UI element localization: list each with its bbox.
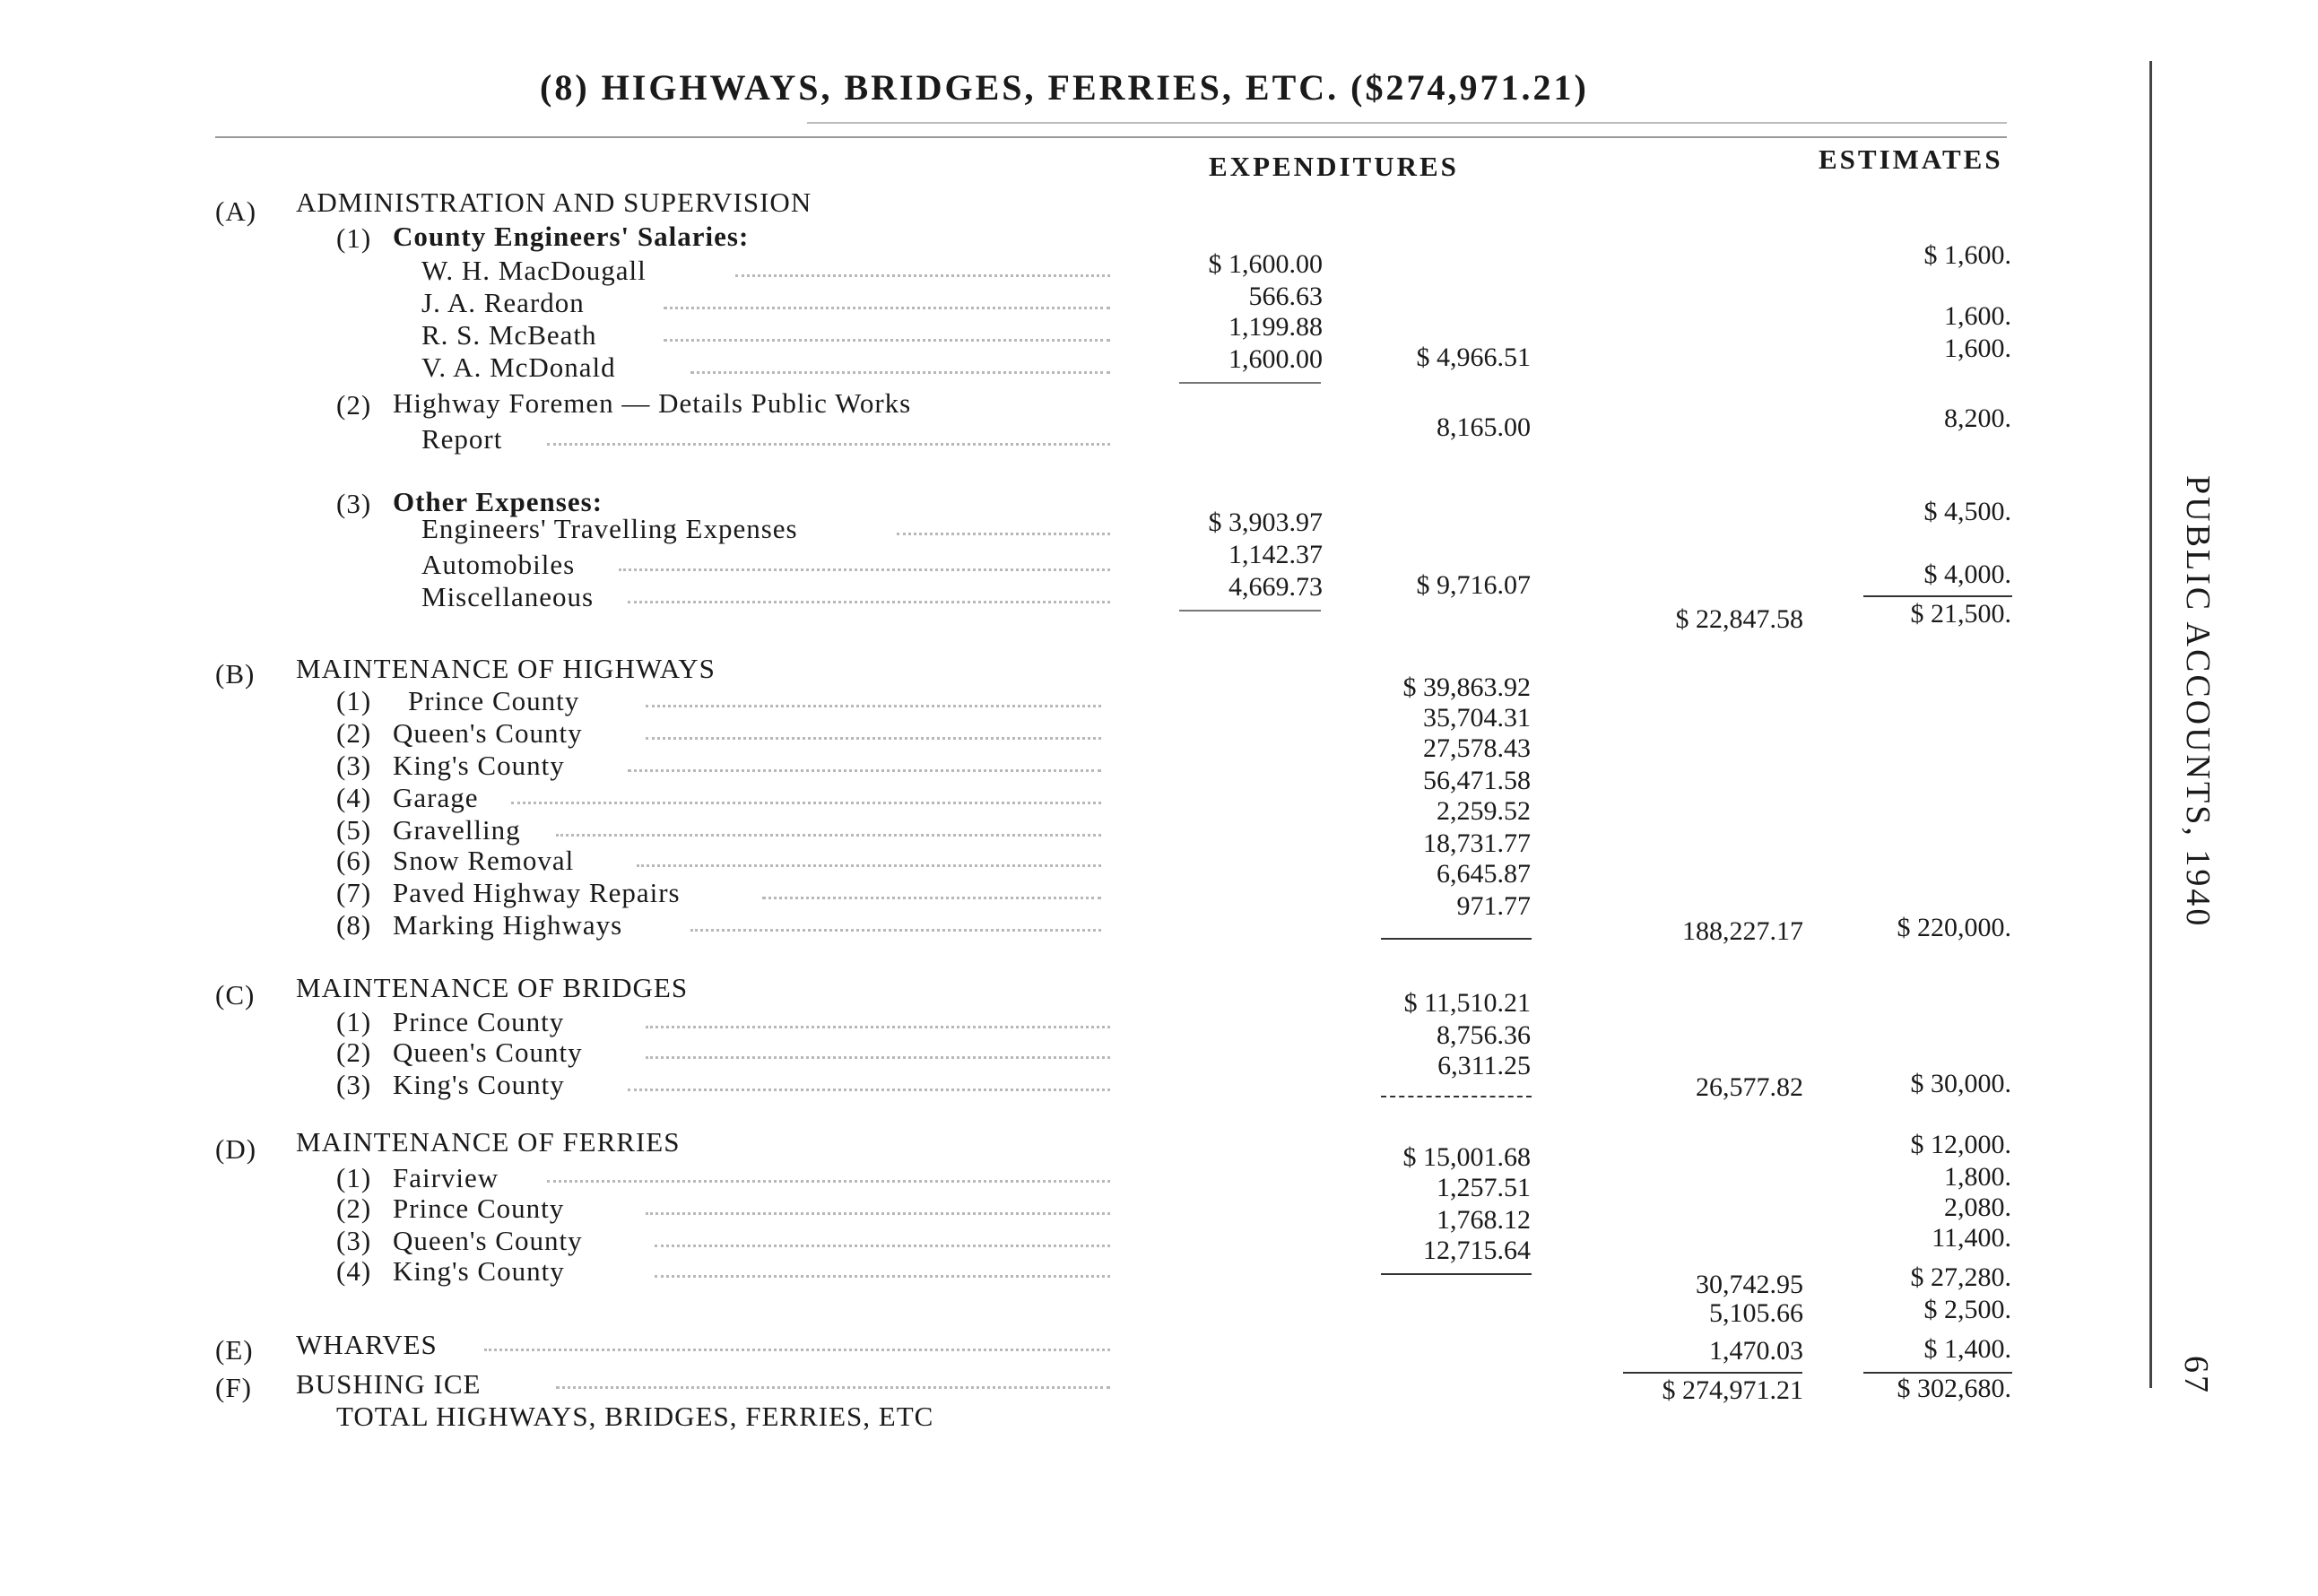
b-item-label: (7) (336, 877, 372, 908)
b-item-amount: 6,645.87 (1437, 859, 1531, 889)
d-item-label: (4) (336, 1255, 372, 1287)
header-rule (215, 136, 2007, 138)
section-b-letter: (B) (215, 658, 256, 690)
expenditures-header: EXPENDITURES (1209, 151, 1459, 182)
section-c-title: MAINTENANCE OF BRIDGES (296, 972, 689, 1003)
header-rule-2 (807, 122, 2007, 124)
section-e-title: WHARVES (296, 1329, 438, 1360)
section-d-estimate: $ 27,280. (1910, 1262, 2011, 1292)
section-a-letter: (A) (215, 195, 257, 227)
a3-item-amount: 4,669.73 (1228, 572, 1323, 602)
leader-dots (655, 1275, 1110, 1278)
leader-dots (690, 371, 1110, 374)
b-item-label: (4) (336, 782, 372, 813)
estimates-header: ESTIMATES (1819, 143, 2003, 175)
a2-title-cont: Report (421, 423, 503, 455)
section-f-letter: (F) (215, 1372, 252, 1403)
d-item-estimate: 11,400. (1932, 1223, 2011, 1253)
leader-dots (646, 1212, 1110, 1215)
a1-label: (1) (336, 222, 372, 254)
leader-dots (655, 1245, 1110, 1247)
leader-dots (690, 929, 1101, 932)
a3-item-name: Engineers' Travelling Expenses (421, 513, 798, 544)
c-item-amount: $ 11,510.21 (1403, 988, 1531, 1018)
a3-title: Other Expenses: (393, 486, 603, 517)
leader-dots (646, 1056, 1110, 1059)
c-item-label: (1) (336, 1006, 372, 1037)
d-item-name: King's County (393, 1255, 565, 1287)
a1-item-amount: 566.63 (1248, 282, 1323, 311)
section-a-total: $ 22,847.58 (1675, 604, 1803, 634)
b-item-label: (5) (336, 814, 372, 846)
section-f-total: 1,470.03 (1709, 1336, 1803, 1366)
a1-item-name: J. A. Reardon (421, 287, 585, 318)
leader-dots (628, 601, 1110, 603)
section-e-letter: (E) (215, 1334, 254, 1366)
b-item-label: (2) (336, 717, 372, 749)
estimate-rule (1863, 595, 2012, 597)
d-item-estimate: $ 12,000. (1910, 1130, 2011, 1159)
leader-dots (547, 443, 1110, 446)
c-item-amount: 6,311.25 (1437, 1051, 1531, 1080)
b-item-name: Queen's County (393, 717, 583, 749)
leader-dots (646, 1026, 1110, 1028)
leader-dots (484, 1349, 1110, 1351)
a1-title: County Engineers' Salaries: (393, 221, 750, 252)
section-f-estimate: $ 1,400. (1923, 1334, 2011, 1364)
b-item-name: Prince County (408, 685, 580, 716)
section-e-estimate: $ 2,500. (1923, 1295, 2011, 1324)
section-c-estimate: $ 30,000. (1910, 1069, 2011, 1098)
subtotal-rule (1179, 610, 1321, 612)
a3-label: (3) (336, 488, 372, 519)
b-item-amount: 971.77 (1456, 891, 1531, 921)
a3-item-amount: 1,142.37 (1228, 540, 1323, 569)
leader-dots (762, 897, 1101, 899)
c-item-label: (3) (336, 1069, 372, 1100)
page-edge-line (2149, 61, 2152, 1388)
section-b-estimate: $ 220,000. (1897, 913, 2011, 942)
c-item-name: Queen's County (393, 1037, 583, 1068)
b-item-label: (3) (336, 750, 372, 781)
c-item-amount: 8,756.36 (1437, 1020, 1531, 1050)
grand-total-amount: $ 274,971.21 (1662, 1375, 1803, 1405)
b-item-name: Marking Highways (393, 909, 623, 941)
leader-dots (628, 1089, 1110, 1091)
b-item-name: Snow Removal (393, 845, 575, 876)
c-item-name: King's County (393, 1069, 565, 1100)
c-item-name: Prince County (393, 1006, 565, 1037)
page-number: 67 (2177, 1356, 2215, 1395)
side-running-title: PUBLIC ACCOUNTS, 1940 (2179, 475, 2217, 929)
d-item-amount: 12,715.64 (1423, 1236, 1531, 1265)
d-item-name: Fairview (393, 1162, 499, 1193)
b-item-name: King's County (393, 750, 565, 781)
leader-dots (547, 1180, 1110, 1183)
a1-item-amount: $ 1,600.00 (1208, 249, 1323, 279)
section-a-title: ADMINISTRATION AND SUPERVISION (296, 186, 812, 218)
leader-dots (556, 834, 1101, 837)
grand-total-label: TOTAL HIGHWAYS, BRIDGES, FERRIES, ETC (336, 1401, 934, 1432)
total-rule (1623, 1372, 1802, 1374)
b-item-amount: 27,578.43 (1423, 733, 1531, 763)
b-item-name: Garage (393, 782, 479, 813)
b-item-amount: $ 39,863.92 (1402, 672, 1531, 702)
a3-item-name: Miscellaneous (421, 581, 595, 612)
a1-item-estimate: 1,600. (1944, 301, 2011, 331)
section-b-total: 188,227.17 (1682, 916, 1803, 946)
c-item-label: (2) (336, 1037, 372, 1068)
leader-dots (637, 864, 1101, 867)
d-item-label: (3) (336, 1225, 372, 1256)
section-a-total-estimate: $ 21,500. (1910, 599, 2011, 629)
d-item-name: Queen's County (393, 1225, 583, 1256)
a1-item-name: V. A. McDonald (421, 351, 616, 383)
grand-total-estimate: $ 302,680. (1897, 1374, 2011, 1403)
leader-dots (897, 533, 1110, 535)
section-b-title: MAINTENANCE OF HIGHWAYS (296, 653, 716, 684)
page-title: (8) HIGHWAYS, BRIDGES, FERRIES, ETC. ($274,971.21) (540, 67, 1589, 108)
subtotal-rule (1381, 938, 1532, 940)
section-d-letter: (D) (215, 1133, 257, 1165)
a2-estimate: 8,200. (1944, 403, 2011, 433)
a1-item-estimate: $ 1,600. (1923, 240, 2011, 270)
a1-item-amount: 1,199.88 (1228, 312, 1323, 342)
a3-item-estimate: $ 4,000. (1923, 559, 2011, 589)
a3-subtotal: $ 9,716.07 (1416, 570, 1531, 600)
leader-dots (646, 705, 1101, 707)
d-item-estimate: 1,800. (1944, 1162, 2011, 1192)
leader-dots (735, 274, 1110, 277)
b-item-label: (1) (336, 685, 372, 716)
subtotal-rule (1381, 1273, 1532, 1275)
leader-dots (619, 568, 1110, 571)
subtotal-rule (1179, 382, 1321, 384)
section-c-total: 26,577.82 (1696, 1072, 1803, 1102)
b-item-name: Gravelling (393, 814, 521, 846)
leader-dots (556, 1386, 1110, 1389)
d-item-label: (2) (336, 1193, 372, 1224)
leader-dots (628, 769, 1101, 772)
d-item-amount: 1,768.12 (1437, 1205, 1531, 1235)
d-item-amount: 1,257.51 (1437, 1173, 1531, 1202)
a3-item-name: Automobiles (421, 549, 576, 580)
d-item-name: Prince County (393, 1193, 565, 1224)
d-item-estimate: 2,080. (1944, 1193, 2011, 1222)
section-d-total: 30,742.95 (1696, 1270, 1803, 1299)
a2-title: Highway Foremen — Details Public Works (393, 387, 912, 419)
a2-subtotal: 8,165.00 (1437, 412, 1531, 442)
a3-item-estimate: $ 4,500. (1923, 497, 2011, 526)
a1-item-name: W. H. MacDougall (421, 255, 647, 286)
leader-dots (664, 307, 1110, 309)
a1-item-estimate: 1,600. (1944, 334, 2011, 363)
d-item-label: (1) (336, 1162, 372, 1193)
b-item-label: (6) (336, 845, 372, 876)
b-item-label: (8) (336, 909, 372, 941)
a2-label: (2) (336, 389, 372, 421)
section-f-title: BUSHING ICE (296, 1368, 482, 1400)
section-c-letter: (C) (215, 979, 256, 1011)
b-item-amount: 2,259.52 (1437, 796, 1531, 826)
b-item-amount: 35,704.31 (1423, 703, 1531, 733)
a1-item-amount: 1,600.00 (1228, 344, 1323, 374)
leader-dots (646, 737, 1101, 740)
leader-dots (664, 339, 1110, 342)
leader-dots (511, 802, 1101, 804)
section-d-title: MAINTENANCE OF FERRIES (296, 1126, 681, 1158)
b-item-amount: 56,471.58 (1423, 766, 1531, 795)
b-item-amount: 18,731.77 (1423, 828, 1531, 858)
a3-item-amount: $ 3,903.97 (1208, 507, 1323, 537)
section-e-total: 5,105.66 (1709, 1298, 1803, 1328)
subtotal-rule (1381, 1096, 1532, 1097)
a1-subtotal: $ 4,966.51 (1416, 343, 1531, 372)
d-item-amount: $ 15,001.68 (1402, 1142, 1531, 1172)
a1-item-name: R. S. McBeath (421, 319, 597, 351)
b-item-name: Paved Highway Repairs (393, 877, 681, 908)
